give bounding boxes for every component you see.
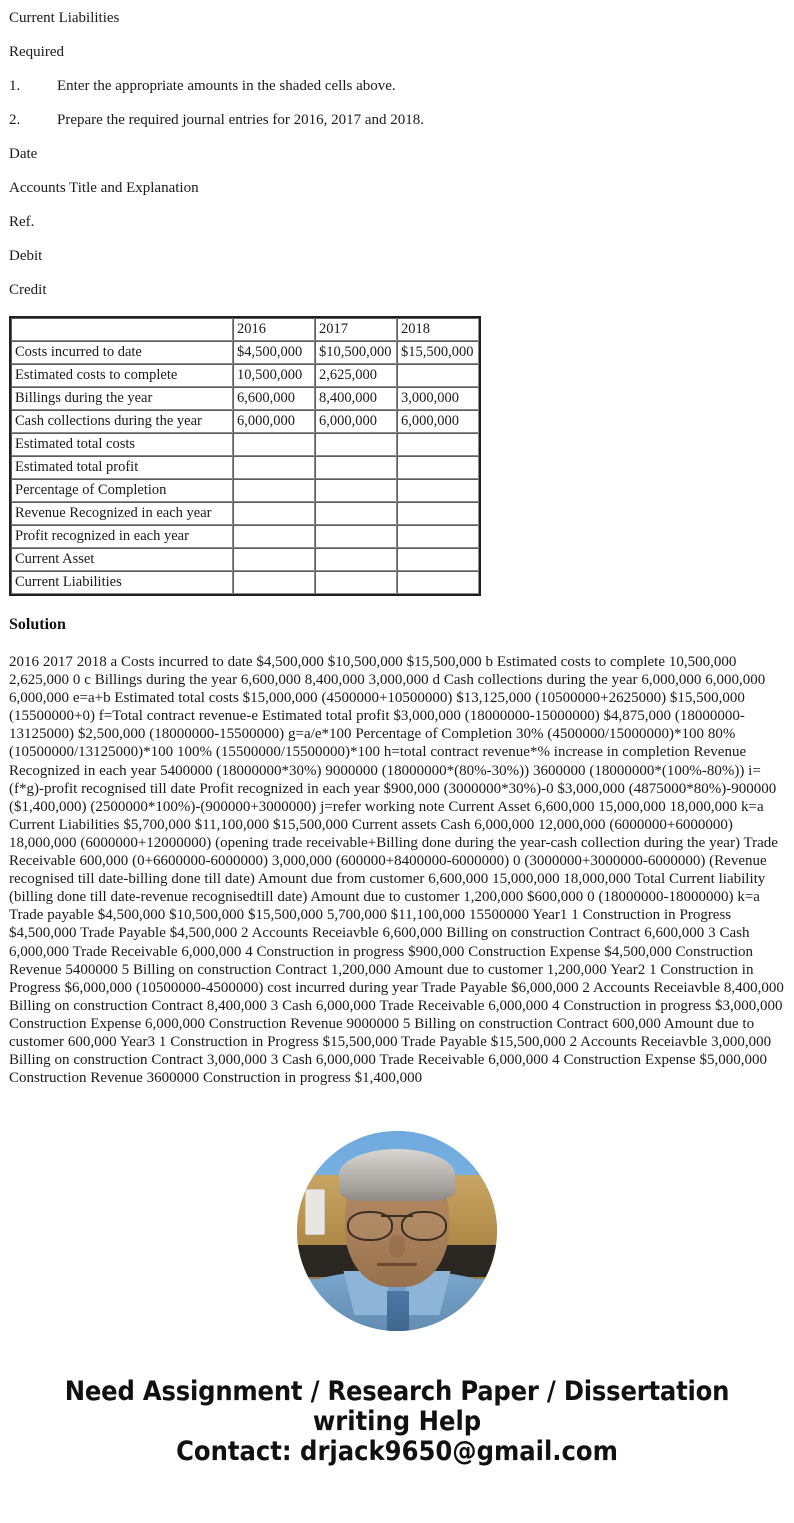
avatar-mouth <box>377 1263 417 1266</box>
row-label: Current Liabilities <box>11 571 233 594</box>
contract-data-table-wrapper <box>9 316 785 596</box>
row-label: Revenue Recognized in each year <box>11 502 233 525</box>
solution-body-text: 2016 2017 2018 a Costs incurred to date $4,500,000 $10,500,000 $15,500,000 b Estimated costs to complete 10,500,000 2,625,000 0 c Billings during the year 6,600,000 8,400,000 3,000,000 d Cash collections during the year 6,000,000 6,000,000 6,000,000 e=a+b Estimated total costs $15,000,000 (4500000+10500000) $13,125,000 (10500000+2625000) $15,500,000 (15500000+0) f=Total contract revenue-e Estimated total profit $3,000,000 (18000000-15000000) $4,875,000 (18000000-13125000) $2,500,000 (18000000-15500000) g=a/e*100 Percentage of Completion 30% (4500000/15000000)*100 80% (10500000/13125000)*100 100% (15500000/15500000)*100 h=total contract revenue*% increase in completion Revenue Recognized in each year 5400000 (18000000*30%) 9000000 (18000000*(80%-30%)) 3600000 (18000000*(100%-80%)) i=(f*g)-profit recognised till date Profit recognized in each year $900,000 (3000000*30%)-0 $3,000,000 (4875000*80%)-900000 ($1,400,000) (2500000*100%)-(900000+3000000) j=refer working note Current Asset 6,600,000 15,000,000 18,000,000 k=a Current Liabilities $5,700,000 $11,100,000 $15,500,000 Current assets Cash 6,000,000 12,000,000 (6000000+6000000) 18,000,000 (6000000+12000000) (opening trade receivable+Billing done during the year-cash collection during the year) Trade Receivable 600,000 (0+6600000-6000000) 3,000,000 (600000+8400000-6000000) 0 (3000000+3000000-6000000) (Revenue recognised till date-billing done till date) Amount due from customer 6,600,000 15,000,000 18,000,000 Total Current liability (billing done till date-revenue recognisedtill date) Amount due to customer 1,200,000 $600,000 0 (18000000-18000000) k=a Trade payable $4,500,000 $10,500,000 $15,500,000 5,700,000 $11,100,000 15500000 Year1 1 Construction in Progress $4,500,000 Trade Payable $4,500,000 2 Accounts Receiavble 6,600,000 Billing on construction Contract 6,600,000 3 Cash 6,000,000 Trade Receivable 6,000,000 4 Construction in progress $900,000 Construction Expense $4,500,000 Construction Revenue 5400000 5 Billing on construction Contract 1,200,000 Amount due to customer 1,200,000 Year2 1 Construction in Progress $6,000,000 (10500000-4500000) cost incurred during year Trade Payable $6,000,000 2 Accounts Receiavble 8,400,000 Billing on construction Contract 8,400,000 3 Cash 6,000,000 Trade Receivable 6,000,000 4 Construction in progress $3,000,000 Construction Expense 6,000,000 Construction Revenue 9000000 5 Billing on construction Contract 600,000 Amount due to customer 600,000 Year3 1 Construction in Progress $15,500,000 Trade Payable $15,500,000 2 Accounts Receiavble 3,000,000 Billing on construction Contract 3,000,000 3 Cash 6,000,000 Trade Receivable 6,000,000 4 Construction Expense $5,000,000 Construction Revenue 3600000 Construction in progress $1,400,000 <box>9 654 784 1087</box>
intro-line-required: Required <box>9 44 64 60</box>
requirement-text-1: Enter the appropriate amounts in the shaded cells above. <box>57 78 396 94</box>
table-row <box>11 387 479 410</box>
row-label: Current Asset <box>11 548 233 571</box>
row-label: Cash collections during the year <box>11 410 233 433</box>
cell-2017[interactable] <box>315 456 397 479</box>
intro-line-current-liabilities: Current Liabilities <box>9 10 120 26</box>
cell-2017[interactable] <box>315 479 397 502</box>
cell-2018[interactable]: 6,000,000 <box>397 410 479 433</box>
row-label: Estimated total costs <box>11 433 233 456</box>
table-row <box>11 571 479 594</box>
table-body <box>11 318 479 594</box>
journal-header-date: Date <box>9 146 38 162</box>
cell-2018[interactable] <box>397 433 479 456</box>
cell-2016[interactable]: $4,500,000 <box>233 341 315 364</box>
cell-2017[interactable] <box>315 571 397 594</box>
cell-2016[interactable] <box>233 456 315 479</box>
table-row <box>11 525 479 548</box>
cell-2017[interactable]: 8,400,000 <box>315 387 397 410</box>
cell-2018[interactable]: $15,500,000 <box>397 341 479 364</box>
table-header-2018: 2018 <box>397 318 479 341</box>
row-label: Profit recognized in each year <box>11 525 233 548</box>
table-row <box>11 433 479 456</box>
contract-data-table <box>9 316 481 596</box>
cell-2016[interactable]: 6,000,000 <box>233 410 315 433</box>
table-row <box>11 456 479 479</box>
requirement-number-1: 1. <box>9 78 21 94</box>
requirement-number-2: 2. <box>9 112 21 128</box>
avatar-hair <box>339 1149 455 1201</box>
row-label: Billings during the year <box>11 387 233 410</box>
table-header-row <box>11 318 479 341</box>
table-row <box>11 502 479 525</box>
table-row <box>11 410 479 433</box>
cell-2016[interactable] <box>233 433 315 456</box>
cell-2016[interactable] <box>233 502 315 525</box>
avatar-nose <box>389 1235 405 1257</box>
cell-2018[interactable] <box>397 456 479 479</box>
journal-header-ref: Ref. <box>9 214 35 230</box>
row-label: Percentage of Completion <box>11 479 233 502</box>
cell-2016[interactable]: 10,500,000 <box>233 364 315 387</box>
table-row <box>11 341 479 364</box>
table-row <box>11 364 479 387</box>
avatar-tie <box>387 1291 409 1331</box>
cell-2016[interactable] <box>233 548 315 571</box>
cell-2018[interactable] <box>397 548 479 571</box>
row-label: Costs incurred to date <box>11 341 233 364</box>
requirement-text-2: Prepare the required journal entries for 2016, 2017 and 2018. <box>57 112 424 128</box>
table-row <box>11 548 479 571</box>
table-corner-cell <box>11 318 233 341</box>
journal-header-debit: Debit <box>9 248 43 264</box>
promo-footer <box>9 1377 785 1467</box>
cell-2018[interactable] <box>397 571 479 594</box>
cell-2018[interactable]: 3,000,000 <box>397 387 479 410</box>
promo-subheadline: writing Help <box>312 1406 482 1438</box>
solution-heading: Solution <box>9 616 66 633</box>
cell-2017[interactable] <box>315 548 397 571</box>
cell-2016[interactable] <box>233 571 315 594</box>
cell-2016[interactable] <box>233 525 315 548</box>
promo-headline: Need Assignment / Research Paper / Dissertation <box>64 1376 730 1408</box>
journal-header-credit: Credit <box>9 282 47 298</box>
avatar-background-switch <box>305 1189 325 1235</box>
cell-2018[interactable] <box>397 502 479 525</box>
avatar-glasses-bridge <box>381 1215 413 1217</box>
cell-2017[interactable] <box>315 502 397 525</box>
cell-2017[interactable] <box>315 525 397 548</box>
cell-2017[interactable]: $10,500,000 <box>315 341 397 364</box>
cell-2017[interactable]: 2,625,000 <box>315 364 397 387</box>
row-label: Estimated costs to complete <box>11 364 233 387</box>
cell-2016[interactable] <box>233 479 315 502</box>
cell-2016[interactable]: 6,600,000 <box>233 387 315 410</box>
table-row <box>11 479 479 502</box>
cell-2018[interactable] <box>397 479 479 502</box>
cell-2018[interactable] <box>397 525 479 548</box>
avatar-row <box>9 1131 785 1331</box>
table-header-2016: 2016 <box>233 318 315 341</box>
cell-2017[interactable]: 6,000,000 <box>315 410 397 433</box>
row-label: Estimated total profit <box>11 456 233 479</box>
intro-block <box>9 10 785 299</box>
cell-2017[interactable] <box>315 433 397 456</box>
requirement-item-1 <box>9 78 785 95</box>
avatar <box>297 1131 497 1331</box>
promo-contact: Contact: drjack9650@gmail.com <box>176 1436 618 1468</box>
cell-2018[interactable] <box>397 364 479 387</box>
requirement-item-2 <box>9 112 785 129</box>
journal-header-accounts-title: Accounts Title and Explanation <box>9 180 199 196</box>
table-header-2017: 2017 <box>315 318 397 341</box>
